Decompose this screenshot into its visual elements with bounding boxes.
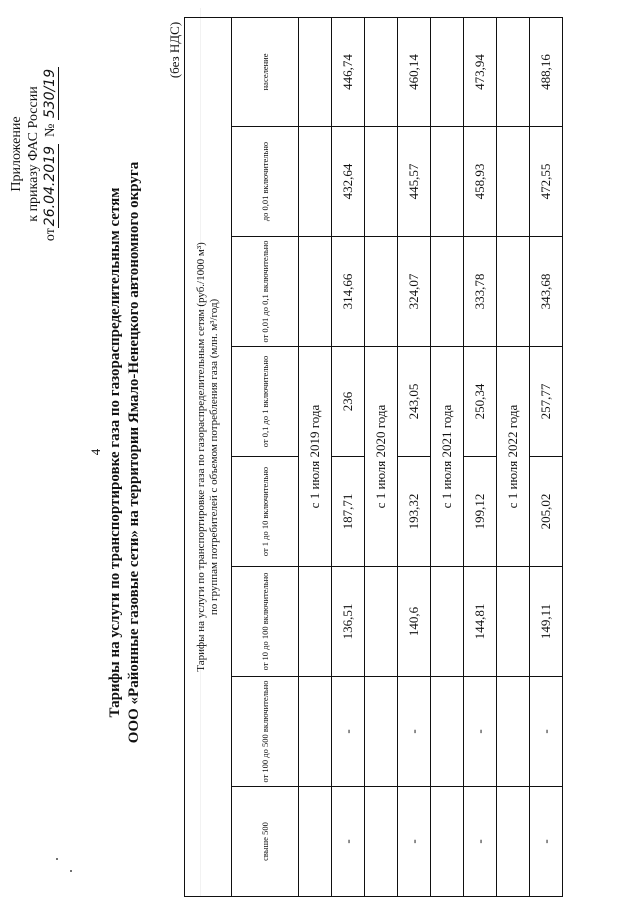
empty-cell [365, 17, 398, 126]
table-cell: 144,81 [464, 567, 497, 677]
tariff-table [184, 17, 563, 897]
table-cell: - [332, 677, 365, 787]
table-cell: - [332, 787, 365, 897]
table-cell: 199,12 [464, 457, 497, 567]
table-cell: 193,32 [398, 457, 431, 567]
period-label: с 1 июля 2022 года [497, 347, 530, 567]
empty-cell [299, 237, 332, 347]
empty-cell [497, 567, 530, 677]
column-header: от 10 до 100 включительно [232, 567, 299, 677]
table-cell: 187,71 [332, 457, 365, 567]
period-label: с 1 июля 2019 года [299, 347, 332, 567]
table-cell: 473,94 [464, 17, 497, 126]
empty-cell [365, 237, 398, 347]
column-header: от 0,01 до 0,1 включительно [232, 237, 299, 347]
column-header: свыше 500 [232, 787, 299, 897]
table-cell: 136,51 [332, 567, 365, 677]
appendix-title: Приложение [9, 116, 24, 192]
appendix-block [8, 24, 59, 284]
empty-cell [431, 237, 464, 347]
empty-cell [365, 567, 398, 677]
period-label: с 1 июля 2020 года [365, 347, 398, 567]
title-line-2: ООО «Районные газовые сети» на территории Ямало-Ненецкого автономного округа [126, 161, 142, 744]
table-cell: 243,05 [398, 347, 431, 457]
table-cell: 432,64 [332, 127, 365, 237]
empty-cell [431, 567, 464, 677]
appendix-order-line: к приказу ФАС России [26, 86, 41, 222]
table-cell: - [530, 787, 563, 897]
table-cell: 458,93 [464, 127, 497, 237]
table-cell: 445,57 [398, 127, 431, 237]
empty-cell [299, 127, 332, 237]
date-prefix: от [43, 228, 58, 242]
column-header: от 0,1 до 1 включительно [232, 347, 299, 457]
empty-cell [497, 17, 530, 126]
period-row [431, 17, 464, 896]
title-line-1: Тарифы на услуги по транспортировке газа по газораспределительным сетям [107, 187, 123, 718]
table-cell: 236 [332, 347, 365, 457]
table-cell: 446,74 [332, 17, 365, 126]
table-cell: - [398, 787, 431, 897]
table-cell: 472,55 [530, 127, 563, 237]
column-header: население [232, 17, 299, 126]
empty-cell [431, 677, 464, 787]
document-title [106, 90, 144, 815]
table-cell: 343,68 [530, 237, 563, 347]
table-main-header [185, 17, 232, 896]
empty-cell [497, 127, 530, 237]
column-header: от 1 до 10 включительно [232, 457, 299, 567]
number-prefix: № [43, 123, 58, 138]
order-number: 530/19 [42, 68, 58, 119]
empty-cell [365, 787, 398, 897]
page-number: 4 [88, 448, 103, 456]
table-cell: 205,02 [530, 457, 563, 567]
empty-cell [431, 17, 464, 126]
empty-cell [431, 127, 464, 237]
table-cell: 333,78 [464, 237, 497, 347]
period-row [365, 17, 398, 896]
empty-cell [299, 567, 332, 677]
table-cell: - [398, 677, 431, 787]
empty-cell [497, 677, 530, 787]
table-cell: 488,16 [530, 17, 563, 126]
period-row [497, 17, 530, 896]
table-cell: 324,07 [398, 237, 431, 347]
main-header-line-2: по группам потребителей с объемом потребления газа (млн. м³/год) [208, 298, 220, 616]
table-cell: 257,77 [530, 347, 563, 457]
empty-cell [365, 677, 398, 787]
table-cell: 250,34 [464, 347, 497, 457]
table-row [398, 17, 431, 896]
empty-cell [431, 787, 464, 897]
period-label: с 1 июля 2021 года [431, 347, 464, 567]
table-cell: - [530, 677, 563, 787]
table-cell: 149,11 [530, 567, 563, 677]
table-cell: 460,14 [398, 17, 431, 126]
empty-cell [497, 787, 530, 897]
period-row [299, 17, 332, 896]
empty-cell [299, 677, 332, 787]
empty-cell [497, 237, 530, 347]
table-cell: - [464, 677, 497, 787]
empty-cell [299, 787, 332, 897]
empty-cell [365, 127, 398, 237]
order-date: 26.04.2019 [42, 146, 58, 227]
column-header-row [232, 17, 299, 896]
table-row [332, 17, 365, 896]
table-row [530, 17, 563, 896]
vat-note: (без НДС) [167, 21, 182, 79]
table-cell: 314,66 [332, 237, 365, 347]
column-header: от 100 до 500 включительно [232, 677, 299, 787]
table-cell: 140,6 [398, 567, 431, 677]
main-header-line-1: Тарифы на услуги по транспортировке газа по газораспределительным сетям (руб./1000 м³) [195, 242, 207, 672]
appendix-date-number-line [42, 24, 59, 284]
table-row [464, 17, 497, 896]
column-header: до 0,01 включительно [232, 127, 299, 237]
table-cell: - [464, 787, 497, 897]
empty-cell [299, 17, 332, 126]
